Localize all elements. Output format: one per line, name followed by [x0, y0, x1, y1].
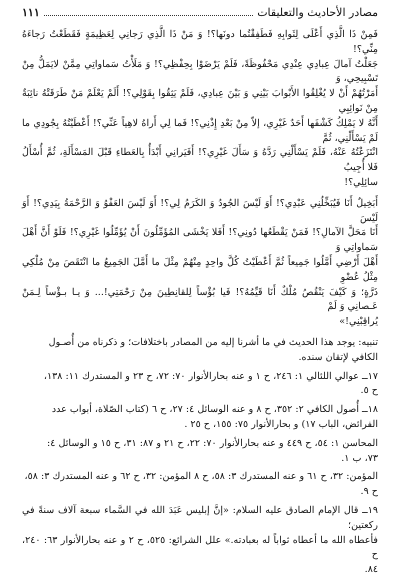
source-entry-mumin	[22, 470, 378, 500]
text-line: ٧٣، ب ١.	[341, 452, 378, 464]
text-line: سائِلِي؟!	[344, 176, 378, 188]
text-line: فأعطاه الله ما أعطاه ثواباً له بعبادته.» علل الشرائع: ٥٢٥، ح ٢ و عنه بحارالأنوار ٦٣: ٢٤٠، ح	[22, 534, 378, 561]
text-line: ح ٩.	[360, 486, 378, 498]
text-line: فَمِنْ ذَا الَّذِي أَعْلَى لِثَوابِهِ فَطَفِقْتُما دونَها؟! وَ مَنْ ذَا الَّذِي رَجانِي لِعَظِيمَةٍ فَقَطَعْتُ رَجاءَهُ مِنِّي؟!	[22, 29, 378, 55]
text-line: أَنَا مَحَلَّ الآمالِ؟! فَمَنْ يَقْطَعُها دُونِي؟! أَفَلا يَخْشَى المُؤَمِّلُونَ أَنْ يُؤَمِّلُوا غَيْرِي؟! فَلَوْ أَنَّ أَهْلَ سَماواتِي وَ	[22, 227, 378, 254]
text-line: ١٧ــ عوالي اللئالي ١: ٢٤٦، ح ١ و عنه بحارالأنوار ٧٠: ٧٢، ح ٢٣ و المستدرك ١١: ١٣٨،	[43, 370, 378, 382]
text-line: يُراقِبْنِي!»	[339, 316, 378, 328]
text-line: المؤمن: ٣٢، ح ٦١ و عنه المستدرك ٣: ٥٨، ح ٨ المؤمن: ٣٢، ح ٦٢ و عنه المستدرك ٣: ٥٨،	[24, 471, 378, 483]
page-header	[22, 6, 378, 24]
text-line: ح ٥.	[360, 385, 378, 397]
text-line: ١٩ــ قال الإمام الصادق عليه السلام: «إنَّ إبليس عَبَدَ الله في السَّماء سبعة آلاف سنةً في ركعتين؛	[22, 504, 378, 531]
text-line: تنبيه: يوجد هذا الحديث في ما أشرنا إليه من المصادر باختلافات؛ و ذكرناه من أُصـول	[48, 336, 378, 348]
text-line: الفرائض، الباب ١٧) و بحارالأنوار ٧٥: ١٥٥، ح ٢٥ .	[184, 418, 378, 430]
header-title: مصادر الأحاديث والتعليقات	[257, 6, 378, 19]
text-line: أَمَرْتُهُمْ أَنْ لا يُغْلِقُوا الأَبْوابَ بَيْنِي وَ بَيْنَ عِبادِي، فَلَمْ يَثِقُوا بِقَوْلِي؟! أَلَمْ يَعْلَمْ مَنْ طَرَقَتْهُ نائِبَةٌ مِنْ نَوائِبِي	[22, 88, 378, 114]
header-dot-leader	[44, 15, 253, 16]
source-entry-18	[22, 403, 378, 433]
text-line: أَبَخِيلٌ أَنَا فَيُبَخِّلُنِي عَبْدِي؟! أَوَ لَيْسَ الجُودُ وَ الكَرَمُ لِي؟! أَوَ لَيْسَ العَفْوُ وَ الرَّحْمَةُ بِيَدِي؟! أَوَ لَيْسَ	[22, 197, 378, 224]
text-line: أَنَّهُ لا يَمْلِكُ كَشْفَها أَحَدٌ غَيْرِي، إلاّ مِنْ بَعْدِ إِذْنِي؟! فَما لِي أَراهُ لاهِياً عَنِّي؟! أَعْطَيْتُهُ بِجُودِي ما لَمْ يَسْأَلْنِي، ثُمَّ	[22, 117, 378, 144]
source-entry-19	[22, 504, 378, 578]
source-entry-mahasin	[22, 437, 378, 467]
hadith-paragraph-2	[22, 197, 378, 330]
text-line: جَعَلْتُ آمالَ عِبادِي عِنْدِي مَحْفُوظَةً، فَلَمْ يَرْضَوْا بِحِفْظِي؟! وَ مَلَأْتُ سَماواتِي مِمَّنْ لايَمَلُّ مِنْ تَسْبِيحِي، وَ	[22, 58, 378, 85]
text-line: ١٨ــ أُصول الكافي ٢: ٣٥٢، ح ٨ و عنه الوسائل ٤: ٢٧، ح ٦ (كتاب الصّلاة، أبواب عدد	[51, 404, 378, 416]
text-line: ذَرَّةٍ؛ وَ كَيْفَ يَنْقُصُ مُلْكٌ أَنَا قَيِّمُهُ؟! فَيا بُؤْساً لِلقانِطِينَ مِنْ رَحْمَتِي!... وَ يـا بـؤْساً لِـمَنْ عَـصانِي وَ لَمْ	[22, 286, 378, 313]
text-line: انْتَزَعْتُهُ عَنْهُ، فَلَمْ يَسْأَلْنِي رَدَّهُ وَ سَأَلَ غَيْرِي؟! أَفَيَرانِي أَبْدَأُ بِالعَطاءِ قَبْلَ المَسْأَلَةِ، ثُمَّ أُسْأَلُ فَلا أُجِيبُ	[22, 147, 378, 174]
text-line: الكافي لإتقان سنده.	[298, 351, 378, 363]
text-line: المحاسن ١: ٥٤، ح ٤٤٩ و عنه بحارالأنوار ٧٠: ٢٢، ح ٢١ و ٨٧: ٣١، ح ١٥ و الوسائل ٤:	[47, 437, 378, 449]
text-line: ٨٤.	[364, 564, 378, 576]
page-number: ١١١	[22, 6, 40, 19]
hadith-paragraph-1	[22, 28, 378, 191]
source-entry-17	[22, 370, 378, 400]
text-line: أَهْلَ أَرْضِي أَمَّلُوا جَمِيعاً ثُمَّ أَعْطَيْتُ كُلَّ واحِدٍ مِنْهُمْ مِثْلَ ما أَمَّلَ الجَمِيعُ ما انْتَقَصَ مِنْ مُلْكِي مِثْلُ عُضْوِ	[22, 256, 378, 283]
note-paragraph	[22, 336, 378, 366]
